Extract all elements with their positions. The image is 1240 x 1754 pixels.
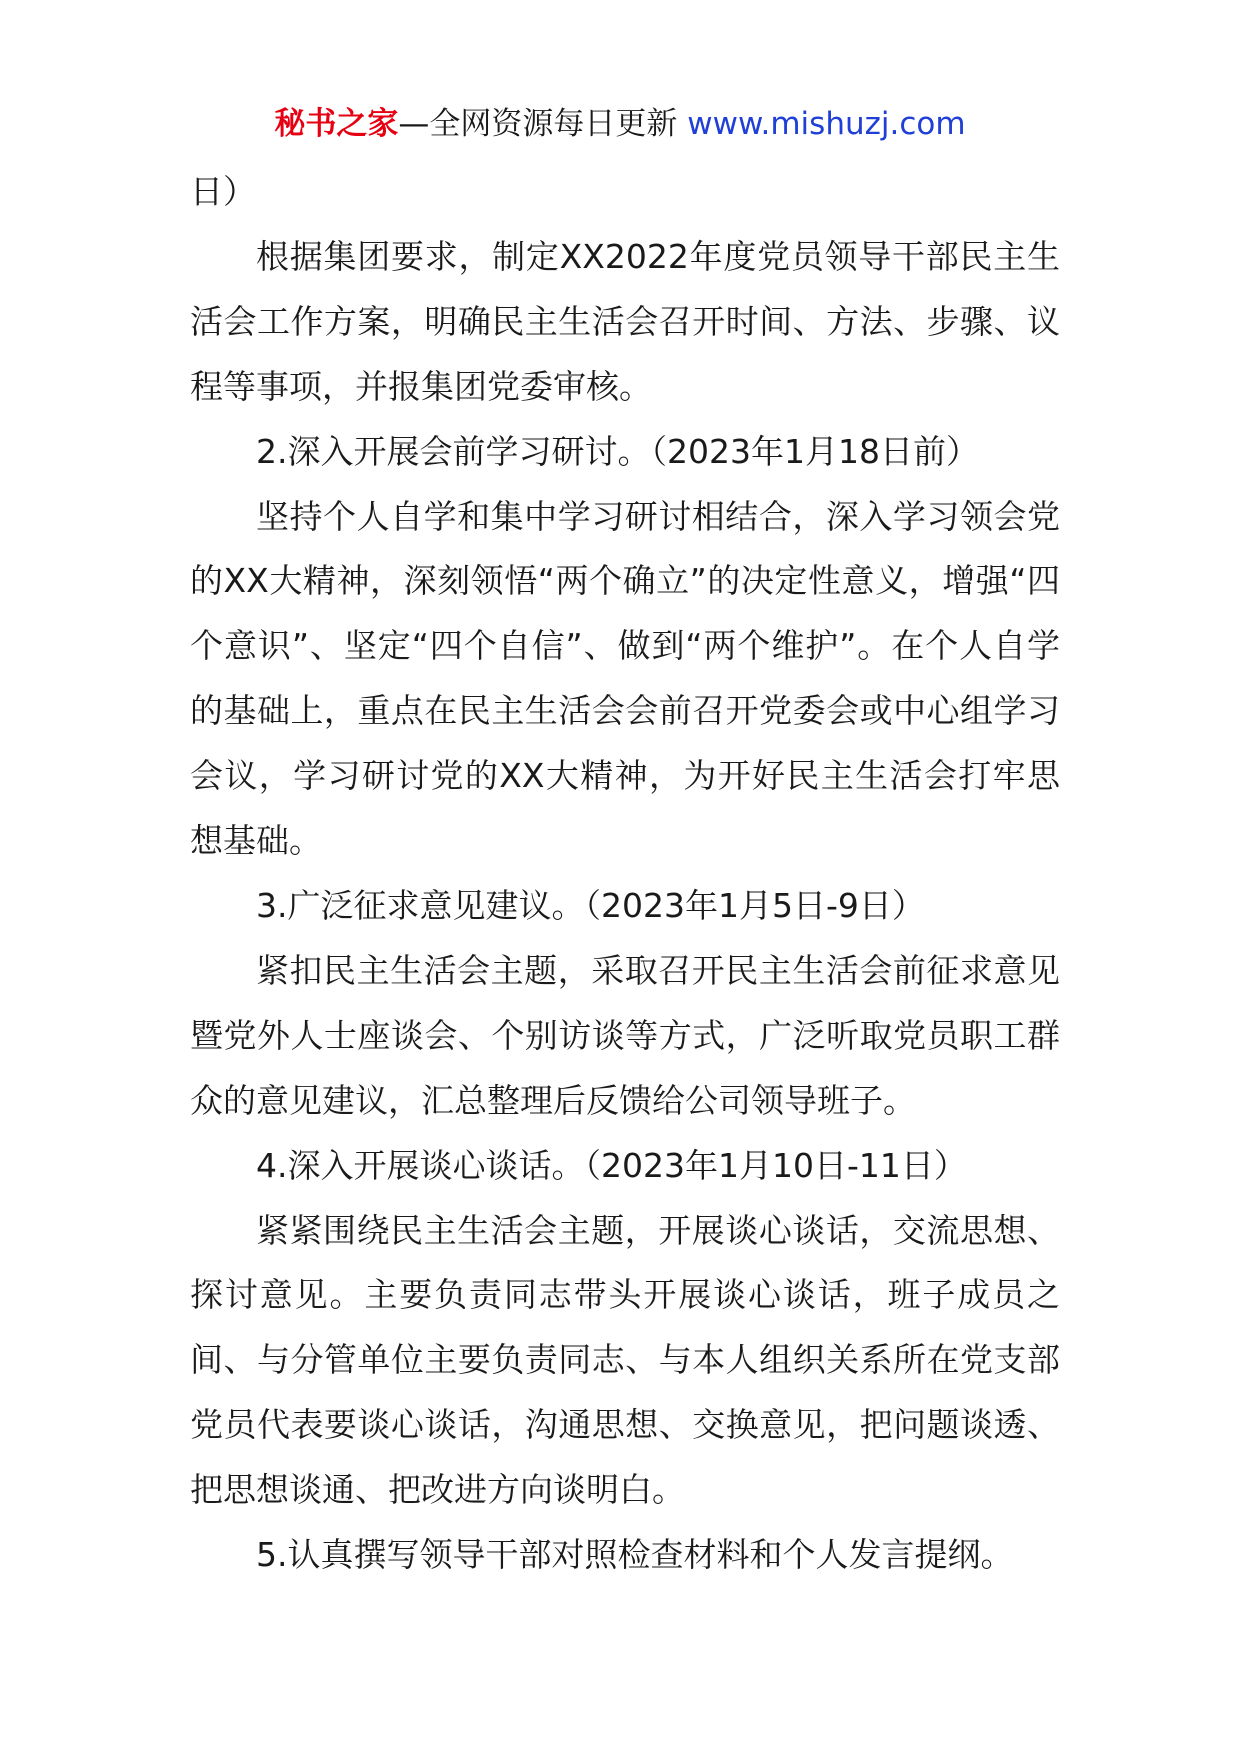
paragraph-continuation: 日） <box>190 172 256 211</box>
section-heading: 2.深入开展会前学习研讨。（2023年1月18日前） <box>256 431 979 471</box>
paragraph: 紧紧围绕民主生活会主题，开展谈心谈话，交流思想、探讨意见。主要负责同志带头开展谈心谈话，班子成员之间、与分管单位主要负责同志、与本人组织关系所在党支部党员代表要谈心谈话，沟通思想、交换意见，把问题谈透、把思想谈通、把改进方向谈明白。 <box>190 1210 1060 1510</box>
document-body <box>190 160 1060 1588</box>
paragraph: 坚持个人自学和集中学习研讨相结合，深入学习领会党的XX大精神，深刻领悟“两个确立”的决定性意义，增强“四个意识”、坚定“四个自信”、做到“两个维护”。在个人自学的基础上，重点在民主生活会会前召开党委会或中心组学习会议，学习研讨党的XX大精神，为开好民主生活会打牢思想基础。 <box>190 496 1060 861</box>
website-link[interactable]: www.mishuzj.com <box>687 106 966 142</box>
section-heading: 5.认真撰写领导干部对照检查材料和个人发言提纲。 <box>256 1535 1014 1575</box>
paragraph: 根据集团要求，制定XX2022年度党员领导干部民主生活会工作方案，明确民主生活会召开时间、方法、步骤、议程等事项，并报集团党委审核。 <box>190 236 1060 406</box>
section-heading: 4.深入开展谈心谈话。（2023年1月10日-11日） <box>256 1145 967 1185</box>
site-header <box>0 100 1240 148</box>
brand-name: 秘书之家 <box>274 106 399 142</box>
section-heading: 3.广泛征求意见建议。（2023年1月5日-9日） <box>256 885 925 925</box>
paragraph: 紧扣民主生活会主题，采取召开民主生活会前征求意见暨党外人士座谈会、个别访谈等方式，广泛听取党员职工群众的意见建议，汇总整理后反馈给公司领导班子。 <box>190 950 1060 1120</box>
header-tagline: —全网资源每日更新 <box>398 106 678 142</box>
